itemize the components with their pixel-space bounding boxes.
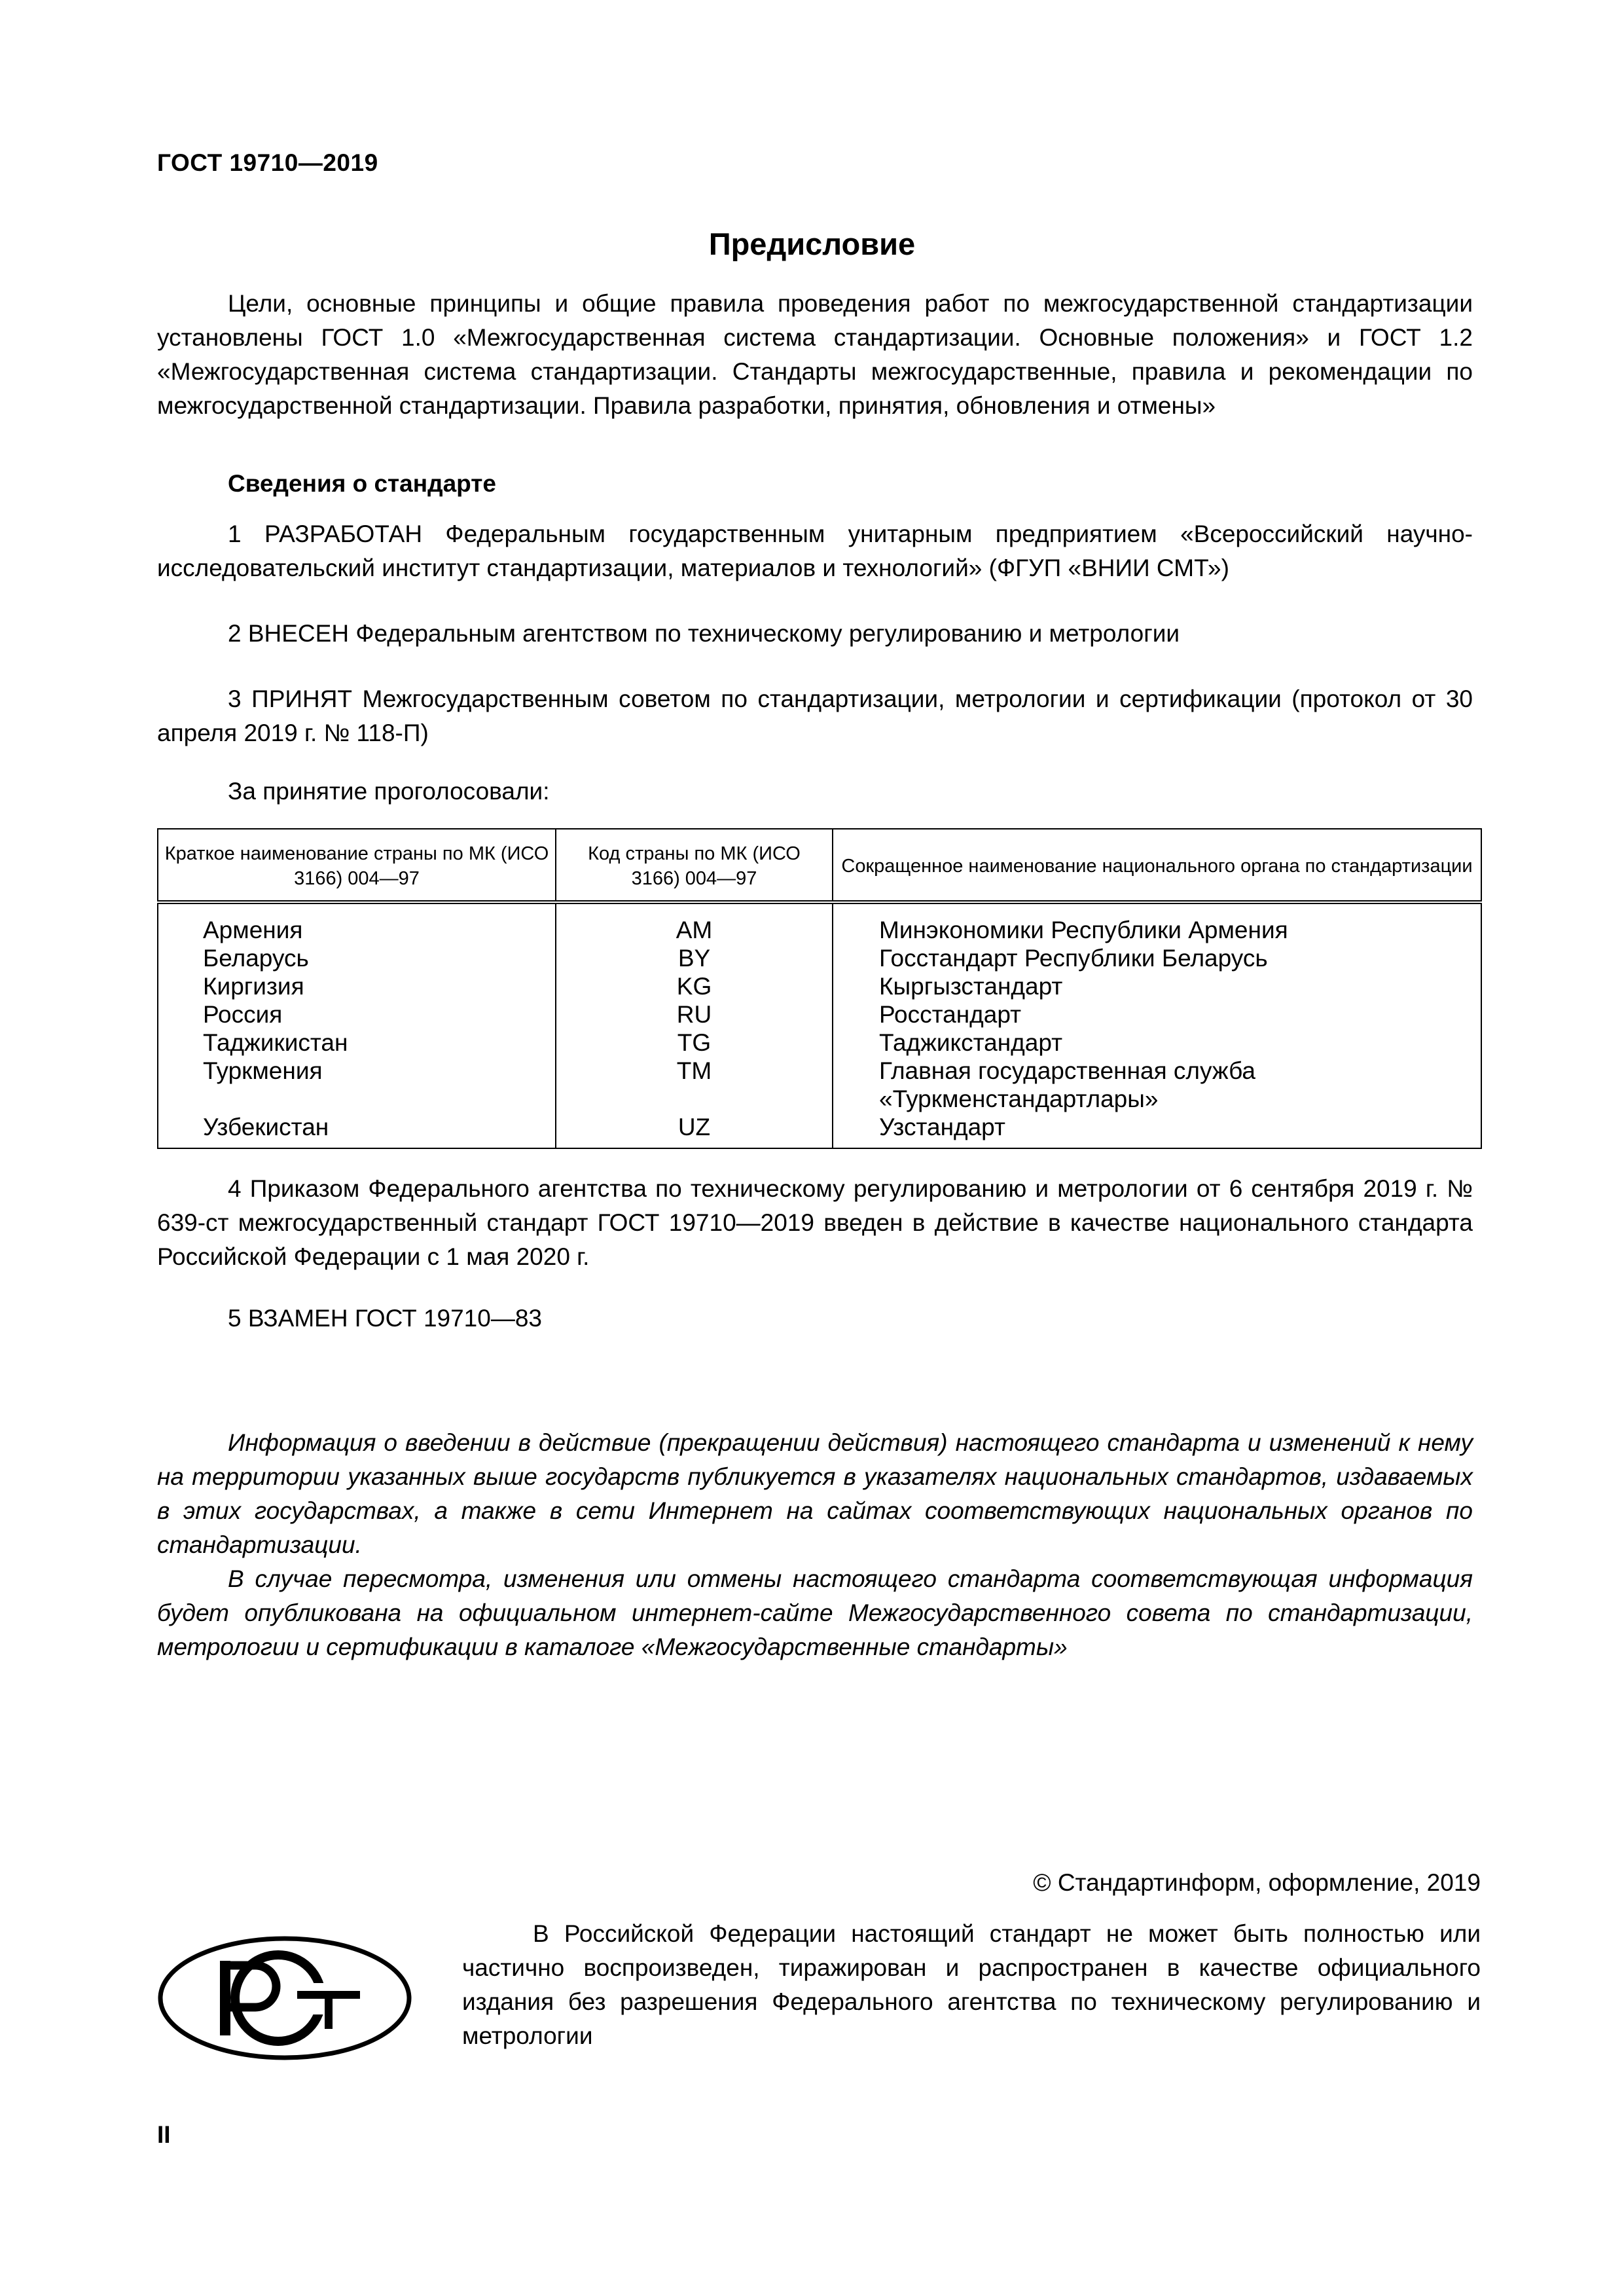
header-org: Сокращенное наименование национального органа по стандартизации (833, 829, 1481, 902)
reproduction-notice (462, 1917, 1481, 2053)
country-cell: Беларусь (158, 944, 556, 972)
voting-table (157, 828, 1482, 1149)
org-cell: Росстандарт (833, 1000, 1481, 1029)
country-cell: Туркмения (158, 1057, 556, 1113)
table-row (158, 1057, 1481, 1113)
item-replaces (157, 1302, 1473, 1336)
code-cell: BY (556, 944, 833, 972)
country-cell: Армения (158, 902, 556, 944)
code-cell: UZ (556, 1113, 833, 1148)
org-cell: Таджикстандарт (833, 1029, 1481, 1057)
header-code: Код страны по МК (ИСО 3166) 004—97 (556, 829, 833, 902)
standard-info-heading: Сведения о стандарте (228, 470, 496, 497)
org-cell: Узстандарт (833, 1113, 1481, 1148)
country-cell: Таджикистан (158, 1029, 556, 1057)
table-header-row (158, 829, 1481, 902)
table-row (158, 1113, 1481, 1148)
code-cell: KG (556, 972, 833, 1000)
notice-paragraph-1: Информация о введении в действие (прекращении действия) настоящего стандарта и изменений к нему на территории указанных выше государств публикуется в указателях национальных стандартов, издаваемых в этих государствах, а также в сети Интернет на сайтах соответствующих национальных органов по стандартизации. (157, 1429, 1473, 1558)
item-3-text: 3 ПРИНЯТ Межгосударственным советом по стандартизации, метрологии и сертификации (протокол от 30 апреля 2019 г. № 118-П) (157, 685, 1473, 746)
org-cell: Главная государственная служба «Туркменстандартлары» (833, 1057, 1481, 1113)
table-row (158, 1029, 1481, 1057)
code-cell: RU (556, 1000, 833, 1029)
notice-paragraph-2: В случае пересмотра, изменения или отмены настоящего стандарта соответствующая информация будет опубликована на официальном интернет-сайте Межгосударственного совета по стандартизации, метрологии и сертификации в каталоге «Межгосударственные стандарты» (157, 1565, 1473, 1660)
vote-intro (157, 774, 1473, 809)
item-4-text: 4 Приказом Федерального агентства по техническому регулированию и метрологии от 6 сентября 2019 г. № 639-ст межгосударственный стандарт ГОСТ 19710—2019 введен в действие в качестве национального стандарта Российской Федерации с 1 мая 2020 г. (157, 1175, 1473, 1270)
country-cell: Узбекистан (158, 1113, 556, 1148)
item-adopted (157, 682, 1473, 750)
vote-text: За принятие проголосовали: (228, 778, 550, 805)
org-cell: Госстандарт Республики Беларусь (833, 944, 1481, 972)
country-cell: Россия (158, 1000, 556, 1029)
item-developed (157, 517, 1473, 585)
intro-text: Цели, основные принципы и общие правила проведения работ по межгосударственной стандартизации установлены ГОСТ 1.0 «Межгосударственная система стандартизации. Основные положения» и ГОСТ 1.2 «Межгосударственная система стандартизации. Стандарты межгосударственные, правила и рекомендации по межгосударственной стандартизации. Правила разработки, принятия, обновления и отмены» (157, 290, 1473, 419)
table-row (158, 1000, 1481, 1029)
document-code-header: ГОСТ 19710—2019 (157, 149, 378, 176)
header-country: Краткое наименование страны по МК (ИСО 3166) 004—97 (158, 829, 556, 902)
rst-certification-logo-icon (157, 1935, 412, 2066)
page-number: II (157, 2121, 171, 2148)
item-5-text: 5 ВЗАМЕН ГОСТ 19710—83 (228, 1305, 542, 1332)
code-cell: TG (556, 1029, 833, 1057)
item-submitted (157, 617, 1473, 651)
table-row (158, 944, 1481, 972)
country-cell: Киргизия (158, 972, 556, 1000)
legal-text: В Российской Федерации настоящий стандарт не может быть полностью или частично воспроизведен, тиражирован и распространен в качестве официального издания без разрешения Федерального агентства по техническому регулированию и метрологии (462, 1920, 1481, 2049)
org-cell: Минэкономики Республики Армения (833, 902, 1481, 944)
publication-notice (157, 1426, 1473, 1664)
code-cell: TM (556, 1057, 833, 1113)
table-row (158, 972, 1481, 1000)
voting-table-wrapper (157, 828, 1481, 1149)
intro-paragraph (157, 287, 1473, 423)
item-1-text: 1 РАЗРАБОТАН Федеральным государственным унитарным предприятием «Всероссийский научно-исследовательский институт стандартизации, материалов и технологий» (ФГУП «ВНИИ СМТ») (157, 520, 1473, 581)
org-cell: Кыргызстандарт (833, 972, 1481, 1000)
item-enacted (157, 1172, 1473, 1274)
page-title: Предисловие (708, 227, 916, 261)
table-row (158, 902, 1481, 944)
copyright-line: © Стандартинформ, оформление, 2019 (1033, 1869, 1481, 1896)
item-2-text: 2 ВНЕСЕН Федеральным агентством по техническому регулированию и метрологии (228, 620, 1180, 647)
code-cell: AM (556, 902, 833, 944)
